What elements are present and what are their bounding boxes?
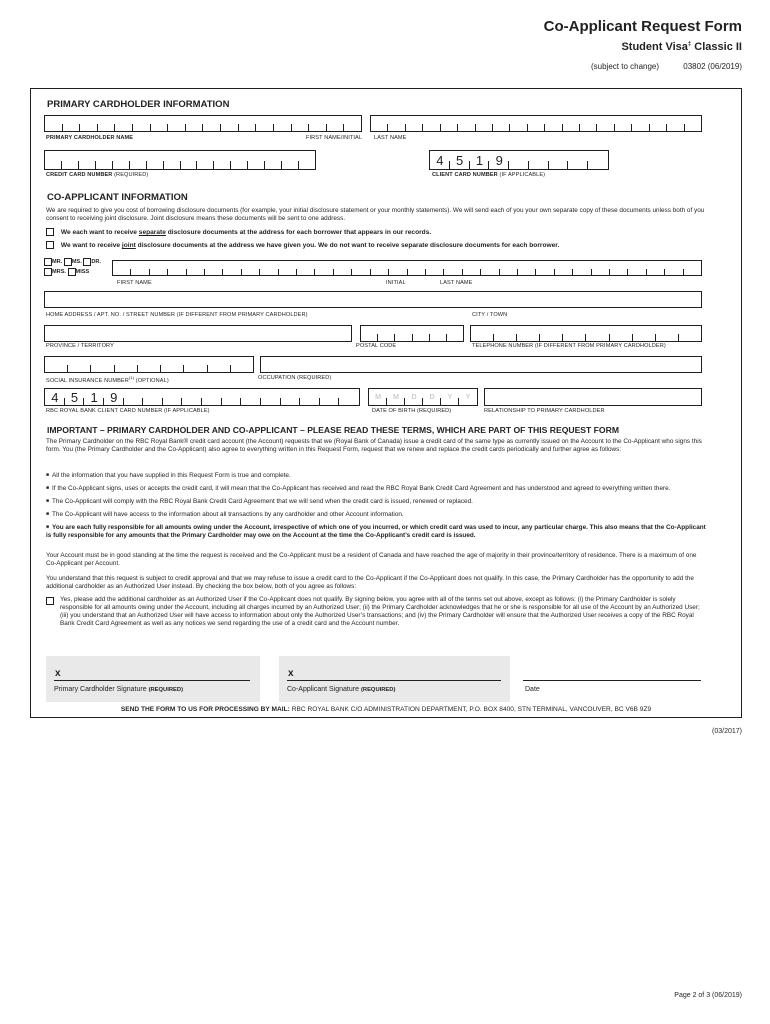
char-cell — [203, 124, 221, 131]
term-item: ■ If the Co-Applicant signs, uses or accepts the credit card, it will mean that the Co-Applicant has received and read the RBC Royal Bank Credit Card Agreement and has understood and agreed to everything written there. — [46, 484, 706, 493]
char-cell — [610, 269, 628, 275]
char-cell — [282, 161, 299, 169]
char-cell — [545, 124, 562, 131]
char-cell — [186, 124, 204, 131]
char-cell — [214, 161, 231, 169]
approval-text: You understand that this request is subject to credit approval and that we may refuse to issue a credit card to the Co-Applicant if the Co-Applicant does not qualify. In this case, the Primary Cardholder has the opportunity to add the additional cardholder as an Authorized User instead. By checking the box below, both of you agree as follows: — [46, 575, 694, 590]
form-code: 03802 (06/2019) — [683, 62, 742, 71]
char-cell — [133, 124, 151, 131]
char-cell — [592, 269, 610, 275]
char-cell — [124, 389, 144, 405]
occupation-field[interactable] — [260, 356, 702, 373]
subject-note: (subject to change) — [591, 62, 660, 71]
char-cell — [281, 389, 301, 405]
title-miss-checkbox[interactable] — [68, 268, 76, 276]
char-cell — [426, 269, 444, 275]
primary-signature-label: Primary Cardholder Signature — [54, 686, 147, 693]
form-title: Co-Applicant Request Form — [543, 18, 742, 35]
title-mr-checkbox[interactable] — [44, 258, 52, 266]
char-cell — [205, 269, 223, 275]
primary-heading: PRIMARY CARDHOLDER INFORMATION — [47, 99, 230, 110]
char-cell — [242, 269, 260, 275]
char-cell — [647, 269, 665, 275]
char-cell — [476, 124, 493, 131]
primary-signature-line — [54, 680, 250, 681]
char-cell — [667, 124, 684, 131]
postal-code-label: POSTAL CODE — [356, 343, 397, 349]
char-cell — [168, 269, 186, 275]
char-cell — [395, 334, 412, 341]
char-cell — [279, 269, 297, 275]
credit-card-label: CREDIT CARD NUMBER (REQUIRED) — [46, 172, 149, 178]
form-meta — [569, 62, 742, 71]
char-cell — [378, 334, 395, 341]
char-cell — [113, 269, 131, 275]
char-cell — [231, 365, 253, 372]
sin-label: SOCIAL INSURANCE NUMBER$^{(1)}$ (OPTIONAL) — [46, 375, 169, 384]
char-cell — [615, 124, 632, 131]
char-cell — [96, 161, 113, 169]
char-cell — [115, 124, 133, 131]
primary-signature-mark: x — [55, 668, 61, 679]
char-cell — [450, 151, 470, 169]
char-cell — [586, 334, 609, 341]
char-cell — [369, 389, 387, 405]
char-cell — [45, 389, 65, 405]
province-field[interactable] — [44, 325, 352, 342]
char-cell — [633, 334, 656, 341]
char-cell — [536, 269, 554, 275]
char-cell — [447, 334, 463, 341]
terms-list — [46, 471, 706, 540]
char-cell — [470, 151, 490, 169]
mailing-instructions: SEND THE FORM TO US FOR PROCESSING BY MAIL: RBC ROYAL BANK C/O ADMINISTRATION DEPARTMENT, P.O. BOX 8400, STN TERMINAL, VANCOUVER, BC V6B 9Z9 — [120, 706, 652, 713]
char-cell — [182, 389, 202, 405]
last-name-label: LAST NAME — [374, 135, 407, 141]
char-cell — [208, 365, 231, 372]
char-cell — [459, 389, 477, 405]
char-cell — [147, 161, 164, 169]
separate-disclosure-option: We each want to receive separate disclosure documents at the address for each borrower that appears in our records. — [46, 228, 431, 236]
credit-card-number-field[interactable] — [44, 150, 316, 170]
prefilled-digit: 4 — [436, 152, 444, 168]
term-item: ■ You are each fully responsible for all amounts owing under the Account, irrespective of which one of you incurred, or which credit card was used to incur, any particular charge. This also means that the Co-Applicant is fully responsible for any amounts that the Primary Cardholder may owe on the Account at the time the Co-Applicant’s credit card is issued. — [46, 523, 706, 540]
co-client-card-label: RBC ROYAL BANK CLIENT CARD NUMBER (IF APPLICABLE) — [46, 408, 210, 414]
primary-name-label: PRIMARY CARDHOLDER NAME — [46, 135, 134, 141]
char-cell — [197, 161, 214, 169]
char-cell — [168, 124, 186, 131]
title-options: MR. MS. DR. MRS. MISS — [44, 257, 101, 277]
prefilled-digit: 9 — [495, 152, 503, 168]
char-cell — [161, 365, 184, 372]
char-cell — [315, 269, 333, 275]
telephone-label: TELEPHONE NUMBER (IF DIFFERENT FROM PRIMARY CARDHOLDER) — [472, 343, 666, 349]
char-cell — [222, 389, 242, 405]
char-cell — [481, 269, 499, 275]
prefilled-digit: 5 — [456, 152, 464, 168]
revision-code: (03/2017) — [712, 728, 742, 735]
joint-disclosure-checkbox[interactable] — [46, 241, 54, 249]
char-cell — [441, 389, 459, 405]
char-cell — [580, 124, 597, 131]
char-cell — [113, 161, 130, 169]
char-cell — [463, 269, 481, 275]
char-cell — [540, 334, 563, 341]
char-cell — [685, 124, 701, 131]
char-cell — [568, 151, 588, 169]
co-applicant-name-field[interactable] — [112, 260, 702, 276]
char-cell — [115, 365, 138, 372]
joint-disclosure-option: We want to receive joint disclosure documents at the address we have given you. We do not want to receive separate disclosure documents for each borrower. — [46, 241, 559, 249]
term-item: ■ The Co-Applicant will comply with the RBC Royal Bank Credit Card Agreement that we will send when the credit card is issued, renewed or replaced. — [46, 497, 706, 506]
char-cell — [500, 269, 518, 275]
title-mrs-checkbox[interactable] — [44, 268, 52, 276]
char-cell — [320, 389, 340, 405]
char-cell — [632, 124, 649, 131]
char-cell — [371, 124, 388, 131]
date-label: Date — [525, 686, 540, 693]
char-cell — [361, 334, 378, 341]
postal-code-field[interactable] — [360, 325, 464, 342]
char-cell — [300, 389, 320, 405]
char-cell — [423, 389, 441, 405]
co-signature-mark: x — [288, 668, 294, 679]
prefilled-digit: 9 — [110, 389, 118, 405]
char-cell — [327, 124, 345, 131]
char-cell — [241, 389, 261, 405]
char-cell — [65, 389, 85, 405]
char-cell — [528, 124, 545, 131]
char-cell — [665, 269, 683, 275]
char-cell — [45, 365, 68, 372]
city-label: CITY / TOWN — [472, 312, 508, 318]
char-cell — [150, 269, 168, 275]
char-cell — [563, 124, 580, 131]
char-cell — [68, 365, 91, 372]
char-cell — [91, 365, 114, 372]
char-cell — [679, 334, 701, 341]
primary-first-name-field[interactable] — [44, 115, 362, 132]
co-initial-label: INITIAL — [386, 280, 406, 286]
char-cell — [130, 161, 147, 169]
co-signature-line — [287, 680, 501, 681]
char-cell — [471, 334, 494, 341]
char-cell — [79, 161, 96, 169]
char-cell — [261, 389, 281, 405]
char-cell — [239, 124, 257, 131]
char-cell — [274, 124, 292, 131]
char-cell — [555, 269, 573, 275]
char-cell — [493, 124, 510, 131]
province-label: PROVINCE / TERRITORY — [46, 343, 114, 349]
char-cell — [444, 269, 462, 275]
occupation-label: OCCUPATION (REQUIRED) — [258, 375, 332, 381]
prefilled-digit: 1 — [90, 389, 98, 405]
char-cell — [231, 161, 248, 169]
term-item: ■ All the information that you have supplied in this Request Form is true and complete. — [46, 471, 706, 480]
char-cell — [256, 124, 274, 131]
char-cell — [650, 124, 667, 131]
primary-signature-box[interactable]: x Primary Cardholder Signature (REQUIRED) — [46, 656, 260, 702]
char-cell — [138, 365, 161, 372]
co-first-name-label: FIRST NAME — [117, 280, 152, 286]
eligibility-text: Your Account must be in good standing at the time the request is received and the Co-Applicant must be a resident of Canada and have reached the age of majority in their province/territory of residence. There is a maximum of one Co-Applicant per Account. — [46, 552, 697, 567]
relationship-label: RELATIONSHIP TO PRIMARY CARDHOLDER — [484, 408, 605, 414]
important-heading: IMPORTANT – PRIMARY CARDHOLDER AND CO-APPLICANT – PLEASE READ THESE TERMS, WHICH ARE PART OF THIS REQUEST FORM — [47, 425, 619, 435]
important-intro: The Primary Cardholder on the RBC Royal Bank® credit card account (the Account) requests that we (Royal Bank of Canada) issue a credit card of the same type as currently issued on the Account to the Co-Applicant who signs this form. You (the Primary Cardholder and the Co-Applicant) also agree to everything written in this Request Form, request that we renew and replace the credit cards periodically and further agree as follows: — [46, 438, 702, 453]
term-item: ■ The Co-Applicant will have access to the information about all transactions by any cardholder and other Account information. — [46, 510, 706, 519]
title-ms-checkbox[interactable] — [64, 258, 72, 266]
form-subtitle: Student Visa‡ Classic II — [621, 41, 742, 53]
char-cell — [494, 334, 517, 341]
char-cell — [131, 269, 149, 275]
char-cell — [63, 124, 81, 131]
char-cell — [371, 269, 389, 275]
char-cell — [344, 124, 361, 131]
char-cell — [265, 161, 282, 169]
char-cell — [573, 269, 591, 275]
char-cell — [339, 389, 359, 405]
char-cell — [405, 389, 423, 405]
char-cell — [163, 389, 183, 405]
char-cell — [509, 151, 529, 169]
authorized-user-checkbox[interactable] — [46, 597, 54, 605]
char-cell — [588, 151, 608, 169]
char-cell — [151, 124, 169, 131]
char-cell — [62, 161, 79, 169]
prefilled-digit: D — [411, 393, 417, 401]
primary-last-name-field[interactable] — [370, 115, 702, 132]
primary-client-card-field[interactable] — [429, 150, 609, 170]
char-cell — [45, 124, 63, 131]
dob-label: DATE OF BIRTH (REQUIRED) — [372, 408, 452, 414]
first-name-initial-label: FIRST NAME/INITIAL — [306, 135, 363, 141]
date-of-birth-field[interactable] — [368, 388, 478, 406]
co-applicant-heading: CO-APPLICANT INFORMATION — [47, 192, 188, 203]
char-cell — [80, 124, 98, 131]
char-cell — [260, 269, 278, 275]
char-cell — [202, 389, 222, 405]
char-cell — [430, 334, 447, 341]
prefilled-digit: 4 — [51, 389, 59, 405]
char-cell — [408, 269, 426, 275]
home-address-label: HOME ADDRESS / APT. NO. / STREET NUMBER (IF DIFFERENT FROM PRIMARY CARDHOLDER) — [46, 312, 308, 318]
char-cell — [656, 334, 679, 341]
char-cell — [223, 269, 241, 275]
char-cell — [529, 151, 549, 169]
char-cell — [248, 161, 265, 169]
relationship-field[interactable] — [484, 388, 702, 406]
char-cell — [84, 389, 104, 405]
char-cell — [292, 124, 310, 131]
prefilled-digit: Y — [465, 393, 471, 401]
prefilled-digit: M — [375, 393, 381, 401]
char-cell — [299, 161, 315, 169]
char-cell — [387, 389, 405, 405]
char-cell — [510, 124, 527, 131]
disclosure-intro: We are required to give you cost of borrowing disclosure documents (for example, your initial disclosure statement or your monthly statements). We will send each of you your own separate copy of these documents unless both of you consent to receiving joint disclosure. Joint disclosure means these documents will be sent to one address. — [46, 207, 705, 222]
char-cell — [352, 269, 370, 275]
telephone-field[interactable] — [470, 325, 702, 342]
char-cell — [563, 334, 586, 341]
char-cell — [184, 365, 207, 372]
char-cell — [309, 124, 327, 131]
char-cell — [104, 389, 124, 405]
char-cell — [413, 334, 430, 341]
char-cell — [518, 269, 536, 275]
authorized-user-text: Yes, please add the additional cardholder as an Authorized User if the Co-Applicant does not qualify. By signing below, you agree with all of the terms set out above, except as follows: (i) the Primary Cardholder is solely responsible for all amounts owing under the Account, including all charges incurred by an Authorized User; (ii) the Primary Cardholder acknowledges that he or she is responsible for all use of the Account by an Authorized User; (iii) you understand that an Authorized User will have access to information about only the Authorized User’s transactions; and (iv) the Primary Cardholder will ensure that the Authorized User receives a copy of the RBC Royal Bank Credit Card Agreement as well as any notices we send regarding the use of a credit card and the Account number. — [60, 596, 700, 627]
prefilled-digit: M — [393, 393, 399, 401]
co-client-card-field[interactable] — [44, 388, 360, 406]
char-cell — [297, 269, 315, 275]
char-cell — [181, 161, 198, 169]
co-applicant-signature-box[interactable]: x Co-Applicant Signature (REQUIRED) — [279, 656, 510, 702]
char-cell — [489, 151, 509, 169]
char-cell — [423, 124, 440, 131]
char-cell — [517, 334, 540, 341]
prefilled-digit: D — [429, 393, 435, 401]
char-cell — [597, 124, 614, 131]
char-cell — [628, 269, 646, 275]
home-address-field[interactable] — [44, 291, 702, 308]
char-cell — [389, 269, 407, 275]
prefilled-digit: Y — [447, 393, 453, 401]
char-cell — [430, 151, 450, 169]
char-cell — [610, 334, 633, 341]
prefilled-digit: 5 — [70, 389, 79, 405]
client-card-label: CLIENT CARD NUMBER (IF APPLICABLE) — [432, 172, 546, 178]
char-cell — [441, 124, 458, 131]
char-cell — [221, 124, 239, 131]
page-number: Page 2 of 3 (06/2019) — [674, 992, 742, 999]
char-cell — [406, 124, 423, 131]
co-last-name-label: LAST NAME — [440, 280, 473, 286]
char-cell — [45, 161, 62, 169]
char-cell — [684, 269, 701, 275]
separate-disclosure-checkbox[interactable] — [46, 228, 54, 236]
prefilled-digit: 1 — [475, 152, 484, 168]
char-cell — [187, 269, 205, 275]
char-cell — [388, 124, 405, 131]
char-cell — [98, 124, 116, 131]
char-cell — [458, 124, 475, 131]
sin-field[interactable] — [44, 356, 254, 373]
char-cell — [334, 269, 352, 275]
char-cell — [143, 389, 163, 405]
date-signature-line[interactable] — [523, 680, 701, 681]
char-cell — [549, 151, 569, 169]
char-cell — [164, 161, 181, 169]
co-signature-label: Co-Applicant Signature — [287, 686, 359, 693]
